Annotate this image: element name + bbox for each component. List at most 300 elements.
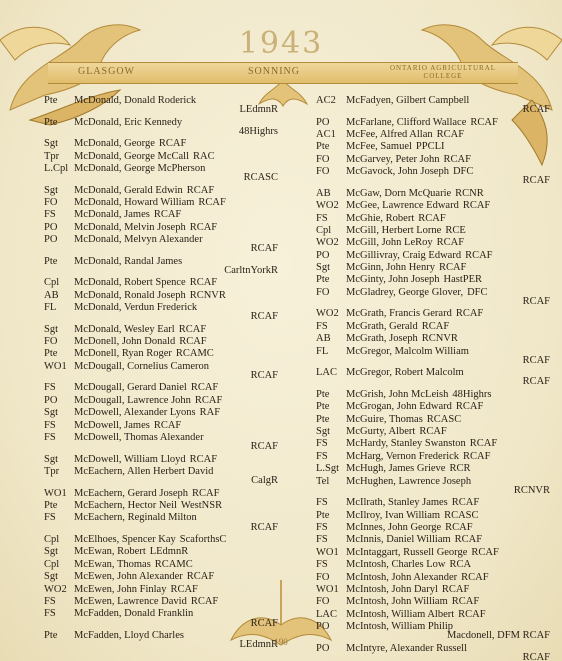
entry-unit: RCAF <box>461 571 489 583</box>
entry-name: McDonald, Ronald Joseph <box>74 289 186 301</box>
entry-unit: RCAF <box>443 153 471 165</box>
roll-entry <box>44 501 284 510</box>
roll-entry <box>316 415 556 424</box>
entry-rank: WO2 <box>44 583 67 595</box>
entry-unit: RCAF <box>469 438 498 450</box>
roll-entry <box>316 189 556 198</box>
entry-name: McEwen, John Finlay <box>74 583 167 595</box>
entry-unit: RCAF <box>186 184 215 196</box>
roll-entry <box>316 214 556 223</box>
entry-rank: Tpr <box>44 466 60 477</box>
entry-name: McHugh, James Grieve <box>346 463 446 475</box>
banner-center-label: SONNING <box>248 66 300 77</box>
entry-unit: PPCLI <box>415 141 445 153</box>
entry-name: McGinn, John Henry <box>346 262 435 274</box>
entry-unit: RCAF <box>465 249 493 261</box>
entry-unit-continued: RCASC <box>243 172 278 184</box>
entry-name: McDonald, George McPherson <box>74 162 206 174</box>
roll-entry <box>44 383 284 392</box>
roll-entry <box>316 251 556 260</box>
entry-unit: RCAF <box>178 323 207 335</box>
entry-name: McDonald, Robert Spence <box>74 277 186 289</box>
entry-unit: RCAMC <box>175 348 214 360</box>
entry-rank: FL <box>44 302 57 314</box>
banner-right-label: ONTARIO AGRICULTURAL COLLEGE <box>389 64 497 80</box>
entry-unit: RCAF <box>189 277 218 289</box>
entry-name: McHughen, Lawrence Joseph <box>346 475 472 487</box>
entry-unit: RCNVR <box>189 289 226 301</box>
roll-entry <box>316 142 556 151</box>
roll-entry <box>44 396 284 405</box>
entry-unit-continued: RCAF <box>522 104 550 116</box>
roll-entry <box>44 198 284 207</box>
entry-name: McElhoes, Spencer Kay <box>74 533 176 545</box>
entry-name: McIlroy, Ivan William <box>346 509 441 521</box>
entry-name: McDonald, Randal James <box>74 255 183 267</box>
entry-unit: RCAF <box>153 419 182 431</box>
year-heading: 1943 <box>238 26 324 61</box>
roll-entry <box>44 235 284 253</box>
entry-name: McDonell, John Donald <box>74 336 176 348</box>
entry-unit: RCAF <box>179 336 207 348</box>
roll-entry <box>44 278 284 287</box>
roll-entry <box>44 96 284 114</box>
entry-unit-continued: RCAF <box>250 521 278 533</box>
entry-rank: FS <box>316 497 328 509</box>
entry-rank: WO1 <box>316 546 339 558</box>
entry-name: McDonald, Gerald Edwin <box>74 184 183 196</box>
roll-entry <box>316 573 556 582</box>
entry-unit: RCAF <box>419 426 447 437</box>
entry-rank: Pte <box>44 629 58 641</box>
entry-rank: Cpl <box>44 277 60 289</box>
entry-unit-continued: RCAF <box>522 651 550 661</box>
roll-entry <box>44 291 284 300</box>
roll-entry <box>316 130 556 139</box>
entry-name: McDonald, James <box>74 209 150 221</box>
entry-unit-continued: RCAF <box>250 311 278 323</box>
entry-unit: RCAF <box>438 262 467 274</box>
entry-unit-continued: RCAF <box>522 175 550 187</box>
entry-rank: FS <box>44 432 56 444</box>
entry-rank: FS <box>44 382 56 394</box>
roll-entry <box>44 139 284 148</box>
roll-entry <box>44 597 284 606</box>
entry-name: McDonald, Verdun Frederick <box>74 302 198 314</box>
entry-unit: RCAF <box>190 382 219 394</box>
entry-name: McGinty, John Joseph <box>346 274 440 286</box>
entry-name: McFee, Samuel <box>346 141 412 153</box>
entry-rank: WO2 <box>316 237 339 249</box>
roll-entry <box>316 535 556 544</box>
entry-rank: Pte <box>44 95 58 106</box>
entry-unit: RCAF <box>189 453 218 465</box>
entry-rank: L.Sgt <box>316 463 340 475</box>
entry-unit-continued: LEdmnR <box>239 639 278 651</box>
entry-rank: FO <box>44 336 58 348</box>
roll-entry <box>44 535 284 544</box>
entry-rank: FS <box>316 559 328 571</box>
entry-rank: Pte <box>316 141 330 153</box>
entry-rank: Sgt <box>44 546 59 558</box>
roll-entry <box>316 560 556 569</box>
roll-entry <box>316 118 556 127</box>
entry-rank: Pte <box>44 255 58 267</box>
entry-rank: Cpl <box>44 533 60 545</box>
entry-rank: FS <box>316 438 328 450</box>
entry-rank: AB <box>316 187 331 199</box>
entry-rank: Tpr <box>44 150 60 162</box>
entry-unit: WestNSR <box>180 499 223 511</box>
entry-name: McEachern, Hector Neil <box>74 499 177 511</box>
entry-rank: Sgt <box>44 407 59 419</box>
entry-name: McIntosh, John William <box>346 596 448 608</box>
entry-unit-continued: CalgR <box>251 475 278 487</box>
roll-entry <box>44 408 284 417</box>
entry-name: McGee, Lawrence Edward <box>346 200 459 212</box>
entry-name: McDonald, George <box>74 138 155 150</box>
roll-entry <box>44 152 284 161</box>
roll-entry <box>44 572 284 581</box>
entry-rank: Sgt <box>316 262 331 274</box>
roll-entry <box>44 489 284 498</box>
entry-name: McFarlane, Clifford Wallace <box>346 116 467 128</box>
entry-unit: RCNR <box>455 187 484 199</box>
entry-name: McGrath, Joseph <box>346 333 418 345</box>
entry-rank: Pte <box>44 348 58 360</box>
roll-entry <box>44 325 284 334</box>
roll-entry <box>316 334 556 343</box>
entry-rank: FS <box>316 521 328 533</box>
entry-unit: RCAF <box>463 450 491 462</box>
entry-name: McDonald, Melvyn Alexander <box>74 234 203 246</box>
entry-unit: RAC <box>193 150 215 162</box>
entry-name: McFadden, Lloyd Charles <box>74 629 184 641</box>
entry-name: McGrish, John McLeish <box>346 388 449 400</box>
roll-entry <box>316 477 556 495</box>
entry-unit: DFC <box>452 166 474 178</box>
roll-entry <box>316 523 556 532</box>
entry-rank: FS <box>316 320 328 332</box>
roll-entry <box>316 368 556 386</box>
roll-entry <box>44 210 284 219</box>
entry-rank: LAC <box>316 367 337 379</box>
entry-name: McEachern, Reginald Milton <box>74 512 197 524</box>
entry-unit: RCAF <box>198 196 226 208</box>
roll-entry <box>44 303 284 321</box>
roll-entry <box>316 275 556 284</box>
entry-unit: ScaforthsC <box>179 533 227 545</box>
entry-name: McIntosh, John Alexander <box>346 571 458 583</box>
entry-unit: RCAF <box>192 487 220 499</box>
entry-name: McIntaggart, Russell George <box>346 546 468 558</box>
entry-rank: WO1 <box>44 487 67 499</box>
entry-rank: PO <box>316 249 330 261</box>
roll-entry <box>44 467 284 485</box>
entry-rank: FO <box>316 571 330 583</box>
entry-unit: RCAF <box>462 200 491 212</box>
entry-name: McGregor, Robert Malcolm <box>346 367 464 379</box>
entry-name: McIntosh, William Albert <box>346 608 455 620</box>
entry-name: McDowell, William Lloyd <box>74 453 186 465</box>
entry-rank: FS <box>44 209 56 221</box>
entry-name: McDonald, Wesley Earl <box>74 323 175 335</box>
entry-rank: FO <box>44 196 58 208</box>
entry-name: McGladrey, George Glover, <box>346 286 464 298</box>
entry-rank: FS <box>316 212 328 224</box>
entry-rank: PO <box>44 221 58 233</box>
roll-entry <box>316 263 556 272</box>
entry-rank: Pte <box>316 413 330 425</box>
entry-name: McHarg, Vernon Frederick <box>346 450 460 462</box>
entry-name: McFadden, Donald Franklin <box>74 608 194 620</box>
roll-entry <box>44 560 284 569</box>
entry-rank: Pte <box>316 401 330 413</box>
entry-unit-continued: RCAF <box>522 296 550 308</box>
entry-name: McGrath, Gerald <box>346 320 418 332</box>
entry-unit: RCAF <box>455 401 484 413</box>
entry-rank: WO2 <box>316 200 339 212</box>
roll-entry <box>44 585 284 594</box>
entry-name: McInnes, John George <box>346 521 442 533</box>
entry-unit: RCAF <box>445 521 473 533</box>
entry-rank: FS <box>44 419 56 431</box>
roll-entry <box>316 288 556 306</box>
roll-entry <box>316 201 556 210</box>
roll-entry <box>44 337 284 346</box>
entry-rank: Sgt <box>44 138 59 150</box>
entry-rank: FS <box>316 534 328 546</box>
roll-entry <box>316 597 556 606</box>
entry-name: McDougall, Cornelius Cameron <box>74 360 210 372</box>
entry-name: McGhie, Robert <box>346 212 415 224</box>
entry-name: McHardy, Stanley Swanston <box>346 438 466 450</box>
entry-rank: FL <box>316 345 329 357</box>
roll-entry <box>316 390 556 399</box>
entry-unit: RCAF <box>153 209 182 221</box>
entry-name: McInnis, Daniel William <box>346 534 451 546</box>
entry-name: McDonald, Eric Kennedy <box>74 116 183 128</box>
roll-entry <box>316 238 556 247</box>
entry-unit: RCAMC <box>154 558 193 570</box>
entry-rank: PO <box>316 642 330 654</box>
banner-left-label: GLASGOW <box>78 66 135 77</box>
roll-entry <box>316 167 556 185</box>
entry-unit: RCAF <box>190 595 219 607</box>
entry-rank: FO <box>316 166 330 178</box>
entry-rank: AB <box>44 289 59 301</box>
entry-rank: Pte <box>44 499 58 511</box>
entry-unit: RCAF <box>470 116 498 128</box>
entry-unit: RCAF <box>451 596 480 608</box>
entry-unit-continued: RCAF <box>250 243 278 255</box>
entry-name: McGavock, John Joseph <box>346 166 449 178</box>
entry-rank: Pte <box>316 388 330 400</box>
entry-name: McIntosh, Charles Low <box>346 559 446 571</box>
entry-name: McDowell, Alexander Lyons <box>74 407 196 419</box>
roll-entry <box>316 585 556 594</box>
entry-unit: RCAF <box>441 583 470 595</box>
entry-unit-continued: RCAF <box>250 441 278 453</box>
entry-unit: RCAF <box>451 497 480 509</box>
entry-unit: DFC <box>467 286 488 298</box>
entry-unit: RCAF <box>158 138 187 150</box>
entry-name: McFee, Alfred Allan <box>346 128 433 140</box>
entry-name: McFadyen, Gilbert Campbell <box>346 95 470 106</box>
entry-unit: RCASC <box>444 509 479 521</box>
entry-name: McEwen, John Alexander <box>74 571 183 583</box>
entry-rank: Sgt <box>44 453 59 465</box>
roll-entry <box>316 226 556 235</box>
roll-entry <box>44 513 284 531</box>
entry-unit-continued: RCAF <box>522 354 550 366</box>
entry-unit-continued: Macdonell, DFM RCAF <box>447 630 550 642</box>
entry-rank: PO <box>316 116 330 128</box>
entry-rank: Cpl <box>44 558 60 570</box>
entry-unit: RCAF <box>436 128 465 140</box>
entry-name: McIlrath, Stanley James <box>346 497 448 509</box>
entry-rank: FS <box>44 608 56 620</box>
entry-rank: FO <box>316 596 330 608</box>
entry-rank: PO <box>44 234 58 246</box>
entry-rank: Sgt <box>316 426 331 437</box>
entry-name: McGuire, Thomas <box>346 413 423 425</box>
entry-name: McEwen, Lawrence David <box>74 595 187 607</box>
place-banner <box>48 62 518 84</box>
entry-rank: AC1 <box>316 128 336 140</box>
roll-entry <box>44 433 284 451</box>
entry-name: McGill, Herbert Lorne <box>346 224 442 236</box>
roll-entry <box>44 362 284 380</box>
entry-rank: FO <box>316 286 330 298</box>
entry-rank: Pte <box>316 274 330 286</box>
entry-name: McIntosh, William Philip <box>346 621 454 633</box>
entry-unit: HastPER <box>443 274 483 286</box>
entry-rank: PO <box>44 394 58 406</box>
entry-name: McDowell, Thomas Alexander <box>74 432 204 444</box>
roll-entry <box>316 498 556 507</box>
entry-unit-continued: LEdmnR <box>239 104 278 116</box>
roll-entry <box>316 464 556 473</box>
entry-unit: RCAF <box>186 571 215 583</box>
roll-entry <box>316 610 556 619</box>
roll-entry <box>316 322 556 331</box>
entry-rank: AC2 <box>316 95 336 106</box>
entry-unit: RCA <box>449 559 472 571</box>
roll-entry <box>44 349 284 358</box>
roll-entry <box>316 309 556 318</box>
entry-rank: WO1 <box>44 360 67 372</box>
entry-rank: PO <box>316 621 330 633</box>
entry-rank: FS <box>316 450 328 462</box>
entry-unit: RCAF <box>458 608 486 620</box>
roll-entry <box>316 96 556 114</box>
entry-rank: FS <box>44 512 56 524</box>
roll-entry <box>44 455 284 464</box>
entry-name: McGillivray, Craig Edward <box>346 249 462 261</box>
entry-unit: LEdmnR <box>149 546 189 558</box>
entry-rank: Sgt <box>44 323 59 335</box>
entry-unit-continued: CarltnYorkR <box>224 264 278 276</box>
right-name-column <box>316 96 556 661</box>
entry-unit: RCASC <box>426 413 462 425</box>
entry-name: McDowell, James <box>74 419 150 431</box>
entry-rank: Pte <box>316 509 330 521</box>
entry-name: McDougall, Gerard Daniel <box>74 382 187 394</box>
left-name-column <box>44 96 284 653</box>
entry-rank: Tel <box>316 475 330 487</box>
entry-unit-continued: 48Highrs <box>238 125 278 137</box>
entry-name: McEwan, Robert <box>74 546 146 558</box>
entry-name: McEachern, Gerard Joseph <box>74 487 188 499</box>
entry-name: McGurty, Albert <box>346 426 416 437</box>
roll-entry <box>316 452 556 461</box>
entry-rank: LAC <box>316 608 337 620</box>
roll-entry <box>316 548 556 557</box>
entry-name: McGill, John LeRoy <box>346 237 433 249</box>
roll-entry <box>44 421 284 430</box>
entry-rank: WO2 <box>316 308 339 320</box>
roll-entry <box>316 155 556 164</box>
page-number: 190 <box>274 637 288 647</box>
roll-entry <box>316 402 556 411</box>
entry-rank: Sgt <box>44 184 59 196</box>
entry-rank: Pte <box>44 116 58 128</box>
entry-name: McDougall, Lawrence John <box>74 394 191 406</box>
entry-rank: FO <box>316 153 330 165</box>
entry-rank: FS <box>44 595 56 607</box>
entry-rank: WO1 <box>316 583 339 595</box>
roll-entry <box>316 347 556 365</box>
entry-name: McDonell, Ryan Roger <box>74 348 172 360</box>
entry-name: McEachern, Allen Herbert David <box>74 466 214 477</box>
roll-entry <box>44 186 284 195</box>
entry-unit-continued: RCNVR <box>513 484 550 496</box>
roll-entry <box>44 223 284 232</box>
entry-unit-continued: RCAF <box>250 370 278 382</box>
entry-name: McGrogan, John Edward <box>346 401 452 413</box>
entry-name: McGrath, Francis Gerard <box>346 308 452 320</box>
entry-unit-continued: RCAF <box>522 376 550 388</box>
entry-unit: RCAF <box>454 534 483 546</box>
entry-rank: Cpl <box>316 224 332 236</box>
roll-entry <box>44 547 284 556</box>
entry-unit: RCAF <box>194 394 223 406</box>
entry-name: McDonald, George McCall <box>74 150 189 162</box>
roll-entry <box>44 118 284 136</box>
entry-name: McIntosh, John Daryl <box>346 583 438 595</box>
roll-entry <box>316 439 556 448</box>
entry-unit: RCR <box>449 463 471 475</box>
entry-unit: RCAF <box>455 308 484 320</box>
entry-name: McIntyre, Alexander Russell <box>346 642 468 654</box>
entry-unit: RCAF <box>471 546 499 558</box>
entry-unit: 48Highrs <box>452 388 492 400</box>
entry-rank: AB <box>316 333 331 345</box>
entry-unit: RAF <box>199 407 221 419</box>
entry-name: McGarvey, Peter John <box>346 153 440 165</box>
roll-entry <box>316 511 556 520</box>
entry-rank: L.Cpl <box>44 162 69 174</box>
roll-entry <box>44 257 284 275</box>
entry-unit: RCAF <box>189 221 218 233</box>
entry-unit: RCAF <box>170 583 198 595</box>
roll-entry <box>44 609 284 627</box>
roll-entry <box>316 427 556 436</box>
entry-unit: RCNVR <box>421 333 458 345</box>
entry-unit: RCE <box>445 224 466 236</box>
roll-entry <box>44 164 284 182</box>
